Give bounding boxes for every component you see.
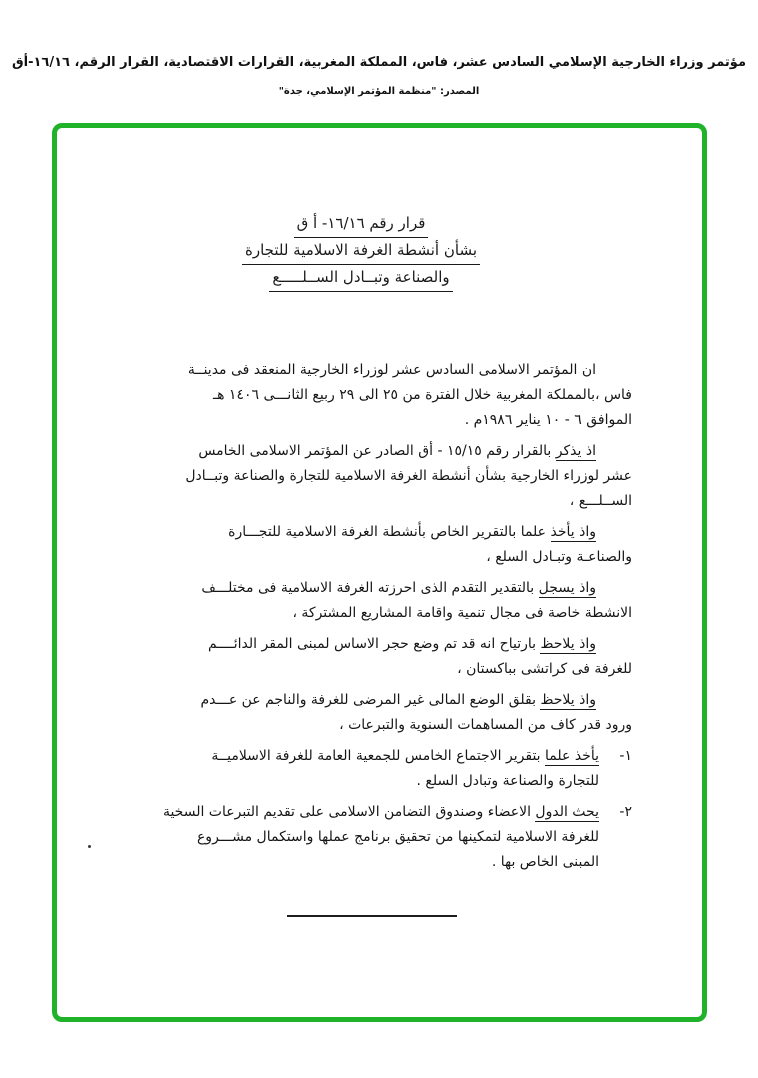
text-line: المبنى الخاص بها . bbox=[491, 854, 599, 870]
title-line-text: بشأن أنشطة الغرفة الاسلامية للتجارة bbox=[242, 240, 480, 265]
resolution-title bbox=[90, 213, 632, 294]
paragraph bbox=[90, 688, 632, 738]
text-line: عشر لوزراء الخارجية بشأن أنشطة الغرفة الاسلامية للتجارة والصناعة وتبــادل bbox=[185, 468, 632, 484]
header-citation: مؤتمر وزراء الخارجية الإسلامي السادس عشر، فاس، المملكة المغربية، القرارات الاقتصادية، القرار الرقم، ١٦/١٦-أق bbox=[12, 55, 746, 70]
paragraph bbox=[90, 358, 632, 433]
underlined-lead: واذ يسجل bbox=[538, 580, 596, 596]
underlined-lead: يحث الدول bbox=[535, 804, 599, 820]
title-line-text: والصناعة وتبــادل الســلـــــع bbox=[269, 267, 452, 292]
item-number: ١- bbox=[619, 748, 632, 764]
item-number: ٢- bbox=[619, 804, 632, 820]
text-line: للغرفة الاسلامية لتمكينها من تحقيق برنامج عملها واستكمال مشـــروع bbox=[196, 829, 599, 845]
scanned-page bbox=[57, 128, 702, 1017]
text-line: واذ يسجل بالتقدير التقدم الذى احرزته الغرفة الاسلامية فى مختلـــف bbox=[201, 580, 596, 596]
text-line: يأخذ علما بتقرير الاجتماع الخامس للجمعية العامة للغرفة الاسلاميــة bbox=[211, 748, 599, 764]
paragraph bbox=[90, 632, 632, 682]
underlined-lead: واذ يلاحظ bbox=[540, 636, 596, 652]
paragraph bbox=[90, 520, 632, 570]
ink-dot-artifact bbox=[88, 845, 91, 848]
header-source: المصدر: "منظمة المؤتمر الإسلامي، جدة" bbox=[278, 86, 480, 97]
title-line bbox=[90, 267, 632, 294]
text-line: الانشطة خاصة فى مجال تنمية واقامة المشاريع المشتركة ، bbox=[292, 605, 632, 621]
text-line: والصناعـة وتبـادل السلع ، bbox=[486, 549, 632, 565]
text-line: يحث الدول الاعضاء وصندوق التضامن الاسلامى على تقديم التبرعات السخية bbox=[162, 804, 599, 820]
end-rule bbox=[287, 915, 457, 917]
text-line: اذ يذكر بالقرار رقم ١٥/١٥ - أق الصادر عن المؤتمر الاسلامى الخامس bbox=[198, 443, 596, 459]
text-line: واذ يلاحظ بارتياح انه قد تم وضع حجر الاساس لمبنى المقر الدائــــم bbox=[208, 636, 596, 652]
title-line bbox=[90, 240, 632, 267]
resolution-body bbox=[90, 358, 632, 875]
text-line: الموافق ٦ - ١٠ يناير ١٩٨٦م . bbox=[464, 412, 632, 428]
scan-border-frame bbox=[52, 123, 707, 1022]
title-line bbox=[90, 213, 632, 240]
document-header bbox=[0, 54, 758, 98]
underlined-lead: واذ يأخذ bbox=[550, 524, 596, 540]
title-line-text: قرار رقم ١٦/١٦- أ ق bbox=[294, 213, 429, 238]
underlined-lead: يأخذ علما bbox=[545, 748, 599, 764]
text-line: واذ يأخذ علما بالتقرير الخاص بأنشطة الغرفة الاسلامية للتجـــارة bbox=[228, 524, 596, 540]
numbered-item bbox=[90, 800, 632, 875]
text-line: ان المؤتمر الاسلامى السادس عشر لوزراء الخارجية المنعقد فى مدينــة bbox=[187, 362, 596, 378]
underlined-lead: واذ يلاحظ bbox=[540, 692, 596, 708]
text-line: ورود قدر كاف من المساهمات السنوية والتبرعات ، bbox=[339, 717, 632, 733]
paragraph bbox=[90, 439, 632, 514]
text-line: الســلـــع ، bbox=[569, 493, 632, 509]
underlined-lead: اذ يذكر bbox=[555, 443, 596, 459]
text-line: للغرفة فى كراتشى بباكستان ، bbox=[457, 661, 632, 677]
paragraph bbox=[90, 576, 632, 626]
numbered-item bbox=[90, 744, 632, 794]
text-line: للتجارة والصناعة وتبادل السلع . bbox=[416, 773, 599, 789]
text-line: فاس ،بالمملكة المغربية خلال الفترة من ٢٥ الى ٢٩ ربيع الثانـــى ١٤٠٦ هـ bbox=[212, 387, 632, 403]
text-line: واذ يلاحظ بقلق الوضع المالى غير المرضى للغرفة والناجم عن عـــدم bbox=[200, 692, 596, 708]
